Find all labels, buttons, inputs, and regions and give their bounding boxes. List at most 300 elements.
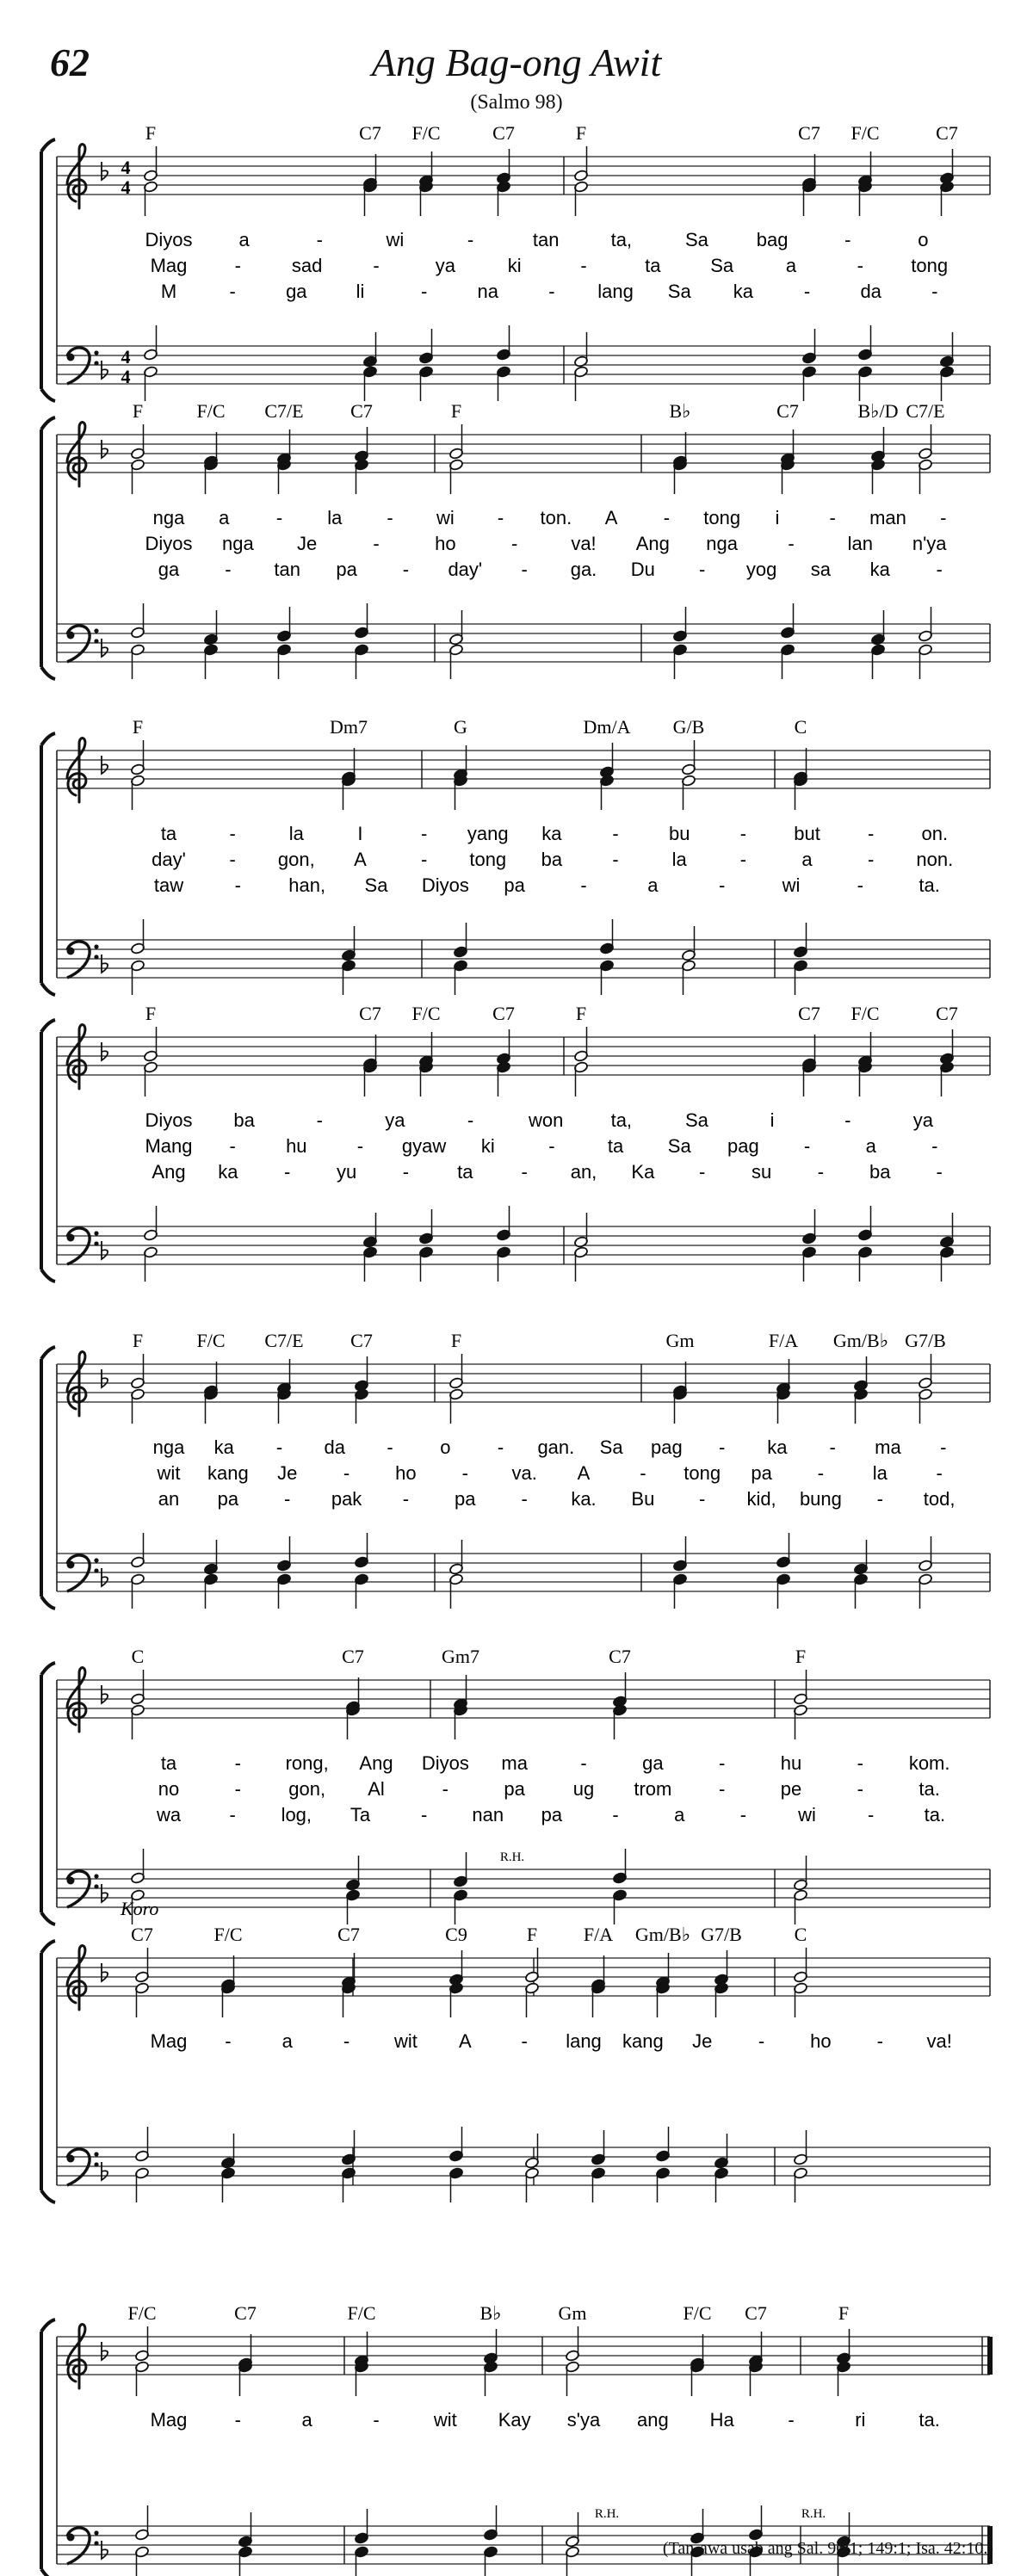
lyric-syllable: Ang xyxy=(635,533,670,554)
lyric-syllable: ta. xyxy=(919,2409,940,2431)
lyric-hyphen: - xyxy=(548,281,555,302)
chord-symbol: G7/B xyxy=(701,1924,742,1945)
lyric-syllable: ka xyxy=(213,1436,234,1458)
flat-key-signature-icon xyxy=(102,756,108,774)
flat-key-signature-icon xyxy=(102,639,108,657)
lyric-syllable: kom. xyxy=(908,1752,950,1774)
system-bracket xyxy=(41,733,55,995)
lyric-hyphen: - xyxy=(467,229,474,250)
lyric-hyphen: - xyxy=(868,823,875,844)
music-system xyxy=(41,1646,990,1924)
time-signature-top: 4 xyxy=(121,346,131,368)
lyric-syllable: ho xyxy=(395,1462,417,1484)
lyric-syllable: Mag xyxy=(150,2409,188,2431)
lyric-hyphen: - xyxy=(719,1778,726,1800)
lyric-hyphen: - xyxy=(788,2409,795,2431)
lyric-syllable: hu xyxy=(286,1135,307,1157)
lyric-syllable: ri xyxy=(855,2409,866,2431)
lyric-hyphen: - xyxy=(234,874,241,896)
lyric-syllable: la xyxy=(288,823,304,844)
music-system xyxy=(41,2302,990,2576)
lyric-syllable: Ka xyxy=(631,1161,655,1183)
bass-clef-icon xyxy=(67,2528,90,2564)
chord-symbol: Gm xyxy=(558,2302,587,2324)
chord-symbol: Dm/A xyxy=(583,716,631,738)
lyric-hyphen: - xyxy=(402,1161,410,1183)
chord-symbol: F xyxy=(795,1646,807,1667)
lyric-syllable: on. xyxy=(921,823,949,844)
lyric-hyphen: - xyxy=(719,1752,726,1774)
lyric-syllable: Je xyxy=(277,1462,298,1484)
lyric-syllable: o xyxy=(440,1436,451,1458)
lyric-hyphen: - xyxy=(739,849,747,870)
chord-symbol: C7 xyxy=(798,122,820,144)
lyric-syllable: a xyxy=(238,229,250,250)
bass-clef-dot xyxy=(94,2152,98,2156)
lyric-syllable: tong xyxy=(703,507,741,528)
lyric-hyphen: - xyxy=(817,1462,825,1484)
music-system xyxy=(41,716,990,995)
lyric-hyphen: - xyxy=(275,1436,283,1458)
lyric-hyphen: - xyxy=(387,1436,393,1458)
lyric-hyphen: - xyxy=(521,1488,528,1510)
treble-clef-icon xyxy=(67,1668,86,1732)
lyric-syllable: i xyxy=(775,507,780,528)
lyric-syllable: Mag xyxy=(150,2030,188,2052)
lyric-syllable: bu xyxy=(668,823,690,844)
chord-symbol: B♭/D xyxy=(857,400,899,422)
time-signature-top: 4 xyxy=(121,157,131,178)
lyric-syllable: ta, xyxy=(610,1109,633,1131)
lyric-syllable: Ang xyxy=(359,1752,393,1774)
lyric-hyphen: - xyxy=(420,1804,428,1825)
lyric-hyphen: - xyxy=(343,1462,350,1484)
lyric-hyphen: - xyxy=(931,1135,938,1157)
lyric-syllable: wit xyxy=(157,1462,181,1484)
treble-clef-icon xyxy=(67,2325,86,2388)
lyric-syllable: ga xyxy=(642,1752,664,1774)
chord-symbol: Gm7 xyxy=(442,1646,479,1667)
bass-clef-dot xyxy=(67,354,75,361)
lyric-syllable: i xyxy=(770,1109,775,1131)
lyric-hyphen: - xyxy=(868,1804,875,1825)
chord-symbol: F xyxy=(838,2302,850,2324)
chord-symbol: C7 xyxy=(798,1003,820,1024)
chord-symbol: Dm7 xyxy=(330,716,368,738)
lyric-syllable: Ha xyxy=(709,2409,734,2431)
lyric-hyphen: - xyxy=(612,823,619,844)
bass-clef-icon xyxy=(67,2149,90,2185)
flat-key-signature-icon xyxy=(102,2342,108,2360)
chord-symbol: F xyxy=(450,1330,462,1351)
bass-clef-dot xyxy=(94,361,98,365)
chord-symbol: F xyxy=(575,122,587,144)
bass-clef-dot xyxy=(67,2534,75,2542)
lyric-hyphen: - xyxy=(612,1804,619,1825)
lyric-syllable: tan xyxy=(532,229,560,250)
lyric-syllable: nga xyxy=(706,533,739,554)
lyric-hyphen: - xyxy=(234,255,241,276)
treble-staff xyxy=(57,738,990,810)
lyric-syllable: a xyxy=(865,1135,876,1157)
bass-staff xyxy=(57,2127,990,2202)
flat-key-signature-icon xyxy=(102,1685,108,1703)
lyric-syllable: hu xyxy=(780,1752,802,1774)
lyric-hyphen: - xyxy=(699,559,706,580)
lyric-syllable: ka xyxy=(869,559,890,580)
lyric-syllable: pag xyxy=(727,1135,759,1157)
system-bracket xyxy=(41,1347,55,1609)
lyric-hyphen: - xyxy=(857,255,863,276)
lyric-syllable: wi xyxy=(798,1804,816,1825)
chord-symbol: C7 xyxy=(337,1924,360,1945)
lyric-syllable: Kay xyxy=(498,2409,531,2431)
lyric-syllable: nga xyxy=(152,507,185,528)
lyric-hyphen: - xyxy=(788,533,795,554)
lyric-syllable: ka. xyxy=(571,1488,597,1510)
lyric-syllable: wa xyxy=(156,1804,182,1825)
chord-symbol: C7/E xyxy=(264,1330,304,1351)
lyric-syllable: a xyxy=(801,849,813,870)
chord-symbol: Gm/B♭ xyxy=(832,1330,889,1351)
treble-staff xyxy=(57,1668,990,1739)
bass-clef-dot xyxy=(94,2162,98,2166)
bass-clef-dot xyxy=(94,1558,98,1562)
flat-key-signature-icon xyxy=(102,2541,108,2559)
lyric-syllable: man xyxy=(869,507,906,528)
lyric-syllable: pa xyxy=(541,1804,563,1825)
lyric-syllable: wi xyxy=(386,229,405,250)
lyric-syllable: Je xyxy=(297,533,318,554)
lyric-syllable: sa xyxy=(810,559,832,580)
treble-clef-icon xyxy=(67,145,86,208)
lyric-syllable: lan xyxy=(847,533,874,554)
chord-symbol: B♭ xyxy=(479,2302,502,2324)
lyric-syllable: taw xyxy=(153,874,184,896)
lyric-syllable: pa xyxy=(336,559,357,580)
bass-clef-icon xyxy=(67,1228,90,1264)
flat-key-signature-icon xyxy=(102,954,108,973)
bass-clef-dot xyxy=(94,639,98,643)
lyric-hyphen: - xyxy=(316,1109,323,1131)
lyric-syllable: bag xyxy=(756,229,789,250)
lyric-syllable: va! xyxy=(571,533,597,554)
lyric-syllable: Al xyxy=(368,1778,385,1800)
lyric-syllable: yog xyxy=(745,559,777,580)
lyric-hyphen: - xyxy=(844,229,851,250)
lyric-hyphen: - xyxy=(857,874,863,896)
flat-key-signature-icon xyxy=(102,1241,108,1259)
bass-clef-icon xyxy=(67,1871,90,1907)
lyric-hyphen: - xyxy=(580,1752,587,1774)
lyric-hyphen: - xyxy=(876,1488,883,1510)
lyric-hyphen: - xyxy=(580,255,587,276)
right-hand-annotation: R.H. xyxy=(594,2507,620,2521)
lyric-hyphen: - xyxy=(225,2030,232,2052)
lyric-hyphen: - xyxy=(284,1488,291,1510)
chord-symbol: C7 xyxy=(359,122,381,144)
lyric-syllable: tod, xyxy=(923,1488,956,1510)
lyric-syllable: tan xyxy=(274,559,301,580)
lyric-syllable: ton. xyxy=(540,507,572,528)
chord-symbol: F/C xyxy=(411,122,441,144)
lyric-syllable: ta. xyxy=(919,874,940,896)
lyric-syllable: no xyxy=(158,1778,180,1800)
bass-clef-dot xyxy=(67,948,75,955)
lyric-syllable: ang xyxy=(636,2409,669,2431)
lyric-syllable: A xyxy=(354,849,367,870)
chord-symbol: C7 xyxy=(492,1003,515,1024)
hymn-number: 62 xyxy=(50,40,90,84)
lyric-syllable: ug xyxy=(572,1778,595,1800)
lyric-syllable: pa xyxy=(504,1778,525,1800)
chord-symbol: C7 xyxy=(936,1003,958,1024)
flat-key-signature-icon xyxy=(102,440,108,458)
lyric-syllable: Diyos xyxy=(145,229,193,250)
lyric-syllable: an xyxy=(158,1488,180,1510)
music-system xyxy=(41,1898,990,2202)
lyric-syllable: gyaw xyxy=(401,1135,447,1157)
chord-symbol: C xyxy=(131,1646,145,1667)
chord-symbol: F/C xyxy=(683,2302,712,2324)
lyric-hyphen: - xyxy=(497,1436,504,1458)
lyric-hyphen: - xyxy=(719,874,726,896)
lyric-syllable: kang xyxy=(207,1462,249,1484)
lyric-hyphen: - xyxy=(758,2030,765,2052)
lyric-hyphen: - xyxy=(402,1488,410,1510)
chord-symbol: F xyxy=(526,1924,538,1945)
system-bracket xyxy=(41,1663,55,1924)
lyric-syllable: ga xyxy=(286,281,307,302)
lyric-syllable: ta. xyxy=(919,1778,940,1800)
lyric-syllable: ya xyxy=(912,1109,933,1131)
lyric-hyphen: - xyxy=(521,2030,528,2052)
chord-symbol: F xyxy=(575,1003,587,1024)
lyric-hyphen: - xyxy=(803,281,811,302)
lyric-syllable: la xyxy=(327,507,343,528)
page-subtitle: (Salmo 98) xyxy=(470,91,563,114)
lyric-syllable: nan xyxy=(472,1804,504,1825)
lyric-syllable: ka xyxy=(541,823,562,844)
treble-staff xyxy=(57,145,990,216)
lyric-syllable: ta. xyxy=(924,1804,946,1825)
lyric-syllable: an, xyxy=(570,1161,597,1183)
lyric-hyphen: - xyxy=(356,1135,364,1157)
lyric-syllable: Ang xyxy=(152,1161,186,1183)
lyric-syllable: ho xyxy=(810,2030,832,2052)
bass-clef-dot xyxy=(94,1874,98,1878)
bass-staff xyxy=(57,919,990,995)
lyric-syllable: Sa xyxy=(364,874,388,896)
flat-key-signature-icon xyxy=(102,1568,108,1586)
lyric-syllable: ka xyxy=(733,281,754,302)
chord-symbol: C7/E xyxy=(906,400,945,422)
lyric-syllable: ba xyxy=(869,1161,891,1183)
chord-symbol: G/B xyxy=(672,716,705,738)
lyric-hyphen: - xyxy=(739,1804,747,1825)
system-bracket xyxy=(41,139,55,401)
chord-symbol: F/C xyxy=(347,2302,376,2324)
flat-key-signature-icon xyxy=(102,361,108,379)
lyric-syllable: na xyxy=(477,281,499,302)
treble-clef-icon xyxy=(67,1946,86,2010)
lyric-syllable: li xyxy=(356,281,365,302)
bass-staff xyxy=(57,325,990,401)
chord-symbol: F xyxy=(145,1003,157,1024)
lyric-syllable: log, xyxy=(281,1804,312,1825)
lyric-syllable: ta xyxy=(607,1135,624,1157)
lyric-syllable: ta, xyxy=(610,229,633,250)
lyric-syllable: a xyxy=(281,2030,293,2052)
lyric-hyphen: - xyxy=(225,559,232,580)
lyric-syllable: pa xyxy=(217,1488,239,1510)
lyric-hyphen: - xyxy=(373,2409,380,2431)
lyric-syllable: a xyxy=(674,1804,685,1825)
lyric-syllable: da xyxy=(324,1436,346,1458)
chord-symbol: G7/B xyxy=(905,1330,946,1351)
lyric-hyphen: - xyxy=(640,1462,646,1484)
flat-key-signature-icon xyxy=(102,2162,108,2180)
chord-symbol: C7 xyxy=(745,2302,767,2324)
lyric-syllable: Sa xyxy=(667,281,691,302)
chord-symbol: F/C xyxy=(851,1003,880,1024)
lyric-hyphen: - xyxy=(275,507,283,528)
lyric-syllable: day' xyxy=(448,559,483,580)
treble-staff xyxy=(57,423,990,494)
lyric-hyphen: - xyxy=(420,281,428,302)
bass-clef-dot xyxy=(67,1877,75,1885)
treble-clef-icon xyxy=(67,738,86,802)
lyric-hyphen: - xyxy=(936,1462,943,1484)
lyric-hyphen: - xyxy=(387,507,393,528)
lyric-hyphen: - xyxy=(739,823,747,844)
system-bracket xyxy=(41,2320,55,2576)
lyric-hyphen: - xyxy=(844,1109,851,1131)
flat-key-signature-icon xyxy=(102,1042,108,1060)
chord-symbol: C9 xyxy=(445,1924,467,1945)
lyric-hyphen: - xyxy=(699,1161,706,1183)
lyric-syllable: ho xyxy=(435,533,456,554)
lyric-syllable: Diyos xyxy=(145,1109,193,1131)
lyric-hyphen: - xyxy=(420,823,428,844)
lyric-syllable: nga xyxy=(221,533,254,554)
lyric-hyphen: - xyxy=(229,1804,236,1825)
lyric-syllable: pa xyxy=(504,874,525,896)
lyric-hyphen: - xyxy=(857,1778,863,1800)
lyric-hyphen: - xyxy=(343,2030,350,2052)
lyric-hyphen: - xyxy=(316,229,323,250)
lyric-syllable: sad xyxy=(291,255,323,276)
lyric-syllable: bung xyxy=(799,1488,842,1510)
lyric-syllable: but xyxy=(794,823,820,844)
chord-symbol: C xyxy=(794,716,807,738)
lyric-hyphen: - xyxy=(663,507,671,528)
bass-clef-icon xyxy=(67,942,90,978)
lyric-syllable: M xyxy=(160,281,177,302)
lyric-syllable: pe xyxy=(780,1778,802,1800)
chord-symbol: C7 xyxy=(342,1646,364,1667)
scripture-reference-footnote: (Tan-awa usab ang Sal. 96:1; 149:1; Isa. 42:10.) xyxy=(662,2539,993,2558)
lyric-syllable: ki xyxy=(480,1135,495,1157)
lyric-hyphen: - xyxy=(234,1752,241,1774)
lyric-hyphen: - xyxy=(234,2409,241,2431)
lyric-syllable: su xyxy=(751,1161,772,1183)
chord-symbol: F xyxy=(145,122,157,144)
lyric-syllable: Mag xyxy=(150,255,188,276)
lyric-syllable: A xyxy=(458,2030,472,2052)
bass-clef-dot xyxy=(67,632,75,639)
chord-symbol: F/C xyxy=(411,1003,441,1024)
lyric-hyphen: - xyxy=(940,507,947,528)
lyric-syllable: A xyxy=(604,507,618,528)
lyric-hyphen: - xyxy=(234,1778,241,1800)
lyric-syllable: nga xyxy=(152,1436,185,1458)
system-bracket xyxy=(41,417,55,679)
treble-staff xyxy=(57,2325,990,2396)
lyric-syllable: won xyxy=(529,1109,564,1131)
music-system xyxy=(41,122,990,401)
treble-staff xyxy=(57,1025,990,1096)
flat-key-signature-icon xyxy=(102,1884,108,1902)
treble-clef-icon xyxy=(67,1025,86,1089)
chord-symbol: C7 xyxy=(131,1924,153,1945)
lyric-syllable: ta xyxy=(457,1161,473,1183)
music-system xyxy=(41,400,990,679)
chord-symbol: C xyxy=(794,1924,807,1945)
lyric-syllable: tong xyxy=(911,255,949,276)
music-system xyxy=(41,1003,990,1282)
lyric-syllable: da xyxy=(860,281,881,302)
lyric-syllable: pa xyxy=(455,1488,476,1510)
lyric-hyphen: - xyxy=(373,255,380,276)
chord-symbol: F/C xyxy=(851,122,880,144)
time-signature-bottom: 4 xyxy=(121,176,131,198)
lyric-hyphen: - xyxy=(420,849,428,870)
chord-symbol: C7/E xyxy=(264,400,304,422)
flat-key-signature-icon xyxy=(102,1963,108,1981)
lyric-syllable: a xyxy=(219,507,230,528)
system-bracket xyxy=(41,1020,55,1282)
lyric-syllable: Diyos xyxy=(421,874,469,896)
lyric-syllable: Diyos xyxy=(145,533,193,554)
lyric-hyphen: - xyxy=(936,559,943,580)
lyric-hyphen: - xyxy=(817,1161,825,1183)
lyric-syllable: Diyos xyxy=(421,1752,469,1774)
lyric-hyphen: - xyxy=(521,559,528,580)
bass-staff xyxy=(57,1206,990,1282)
lyric-syllable: Du xyxy=(630,559,655,580)
lyric-syllable: Ta xyxy=(349,1804,371,1825)
chord-symbol: F xyxy=(450,400,462,422)
lyric-syllable: a xyxy=(647,874,659,896)
chord-symbol: Gm/B♭ xyxy=(634,1924,691,1945)
lyric-syllable: tong xyxy=(469,849,507,870)
lyric-syllable: pa xyxy=(751,1462,772,1484)
lyric-syllable: lang xyxy=(597,281,634,302)
chord-symbol: C7 xyxy=(776,400,799,422)
chord-symbol: B♭ xyxy=(669,400,691,422)
lyric-syllable: ka xyxy=(767,1436,788,1458)
lyric-hyphen: - xyxy=(284,1161,291,1183)
lyric-hyphen: - xyxy=(612,849,619,870)
lyric-syllable: ba xyxy=(233,1109,255,1131)
lyric-syllable: ta xyxy=(160,823,177,844)
bass-clef-dot xyxy=(94,1568,98,1572)
lyric-syllable: o xyxy=(918,229,929,250)
treble-staff xyxy=(57,1352,990,1424)
lyric-syllable: n'ya xyxy=(912,533,947,554)
system-bracket xyxy=(41,1941,55,2202)
